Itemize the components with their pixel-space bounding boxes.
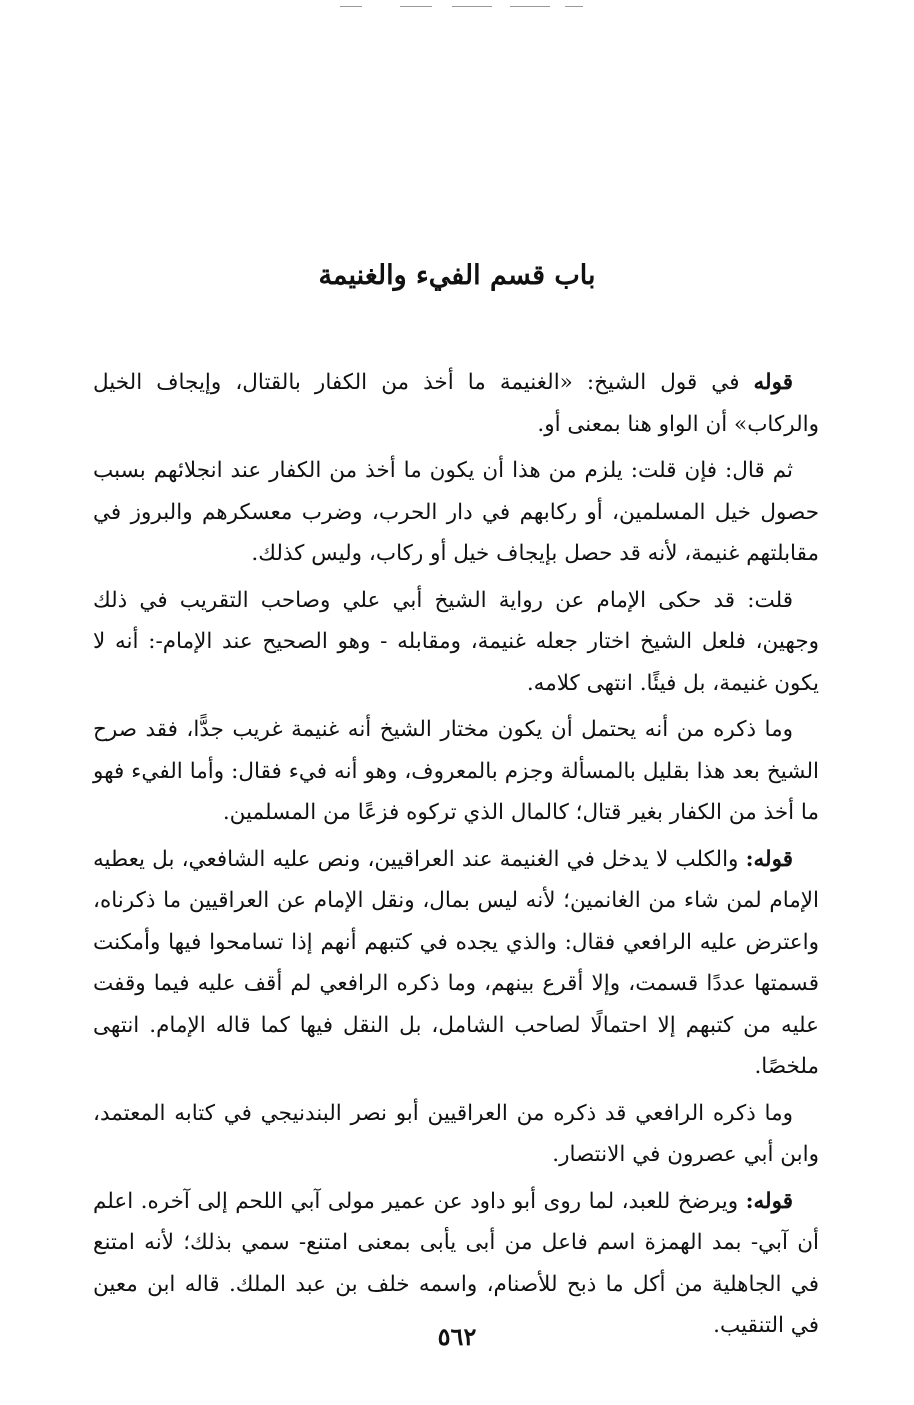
body-text [93,362,819,1352]
header-rule-marks [340,6,590,10]
paragraph-text: والكلب لا يدخل في الغنيمة عند العراقيين، ونص عليه الشافعي، بل يعطيه الإمام لمن شاء من الغانمين؛ لأنه ليس بمال، ونقل الإمام عن العراقيين ما ذكرناه، واعترض عليه الرافعي فقال: والذي يجده في كتبهم أنهم إذا تسامحوا فيها وأمكنت قسمتها عددًا قسمت، وإلا أقرع بينهم، وما ذكره الرافعي لم أقف عليه فيما وقفت عليه من كتبهم إلا احتمالًا لصاحب الشامل، بل النقل فيها كما قاله الإمام. انتهى ملخصًا. [93,846,819,1079]
paragraph-text: في قول الشيخ: «الغنيمة ما أخذ من الكفار بالقتال، وإيجاف الخيل والركاب» أن الواو هنا بمعنى أو. [93,370,819,437]
paragraph-lead: قوله: [745,846,793,872]
paragraph-lead: قوله: [745,1188,793,1214]
chapter-title: باب قسم الفيء والغنيمة [318,260,596,291]
paragraph-1 [93,362,819,445]
paragraph-text: وما ذكره من أنه يحتمل أن يكون مختار الشيخ أنه غنيمة غريب جدًّا، فقد صرح الشيخ بعد هذا بقليل بالمسألة وجزم بالمعروف، وهو أنه فيء فقال: وأما الفيء فهو ما أخذ من الكفار بغير قتال؛ كالمال الذي تركوه فزعًا من المسلمين. [93,717,819,825]
paragraph-lead: قوله [753,370,793,395]
paragraph-5 [93,839,819,1088]
paragraph-3 [93,580,819,705]
page-number: ٥٦٢ [437,1322,477,1351]
paragraph-4 [93,709,819,834]
paragraph-text: ويرضخ للعبد، لما روى أبو داود عن عمير مولى آبي اللحم إلى آخره. اعلم أن آبي- بمد الهمزة اسم فاعل من أبى يأبى بمعنى امتنع- سمي بذلك؛ لأنه امتنع في الجاهلية من أكل ما ذبح للأصنام، واسمه خلف بن عبد الملك. قاله ابن معين في التنقيب. [93,1188,819,1338]
paragraph-text: ثم قال: فإن قلت: يلزم من هذا أن يكون ما أخذ من الكفار عند انجلائهم بسبب حصول خيل المسلمين، أو ركابهم في دار الحرب، وضرب معسكرهم والبروز في مقابلتهم غنيمة، لأنه قد حصل بإيجاف خيل أو ركاب، وليس كذلك. [93,458,819,566]
paragraph-6 [93,1093,819,1176]
paragraph-text: قلت: قد حكى الإمام عن رواية الشيخ أبي علي وصاحب التقريب في ذلك وجهين، فلعل الشيخ اختار جعله غنيمة، ومقابله - وهو الصحيح عند الإمام-: أنه لا يكون غنيمة، بل فيئًا. انتهى كلامه. [93,587,819,696]
paragraph-2 [93,450,819,575]
paragraph-text: وما ذكره الرافعي قد ذكره من العراقيين أبو نصر البندنيجي في كتابه المعتمد، وابن أبي عصرون في الانتصار. [93,1100,819,1167]
